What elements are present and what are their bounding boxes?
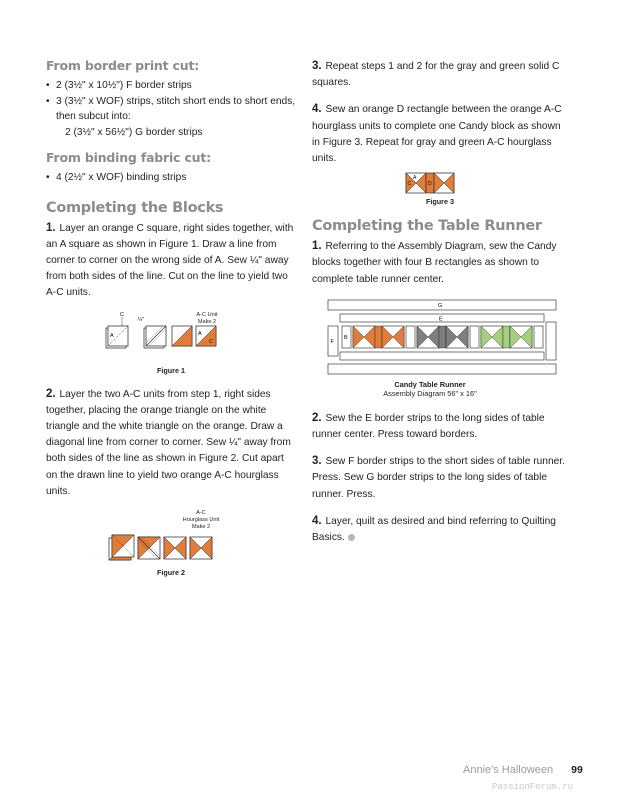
step-text: Sew an orange D rectangle between the orange A-C hourglass units to complete one Candy block as shown in Figure 3. Repeat for gray and green A-C hourglass units.: [312, 104, 562, 165]
svg-text:A: A: [413, 175, 417, 182]
step-text: Layer an orange C square, right sides together, with an A square as shown in Figure 1. Draw a line from corner to corner on the wrong side of A. Sew ¼" away from both sides of the line. Cut on the line to yield two A-C units.: [46, 222, 294, 299]
ac-unit-2: [196, 326, 216, 346]
fig1-unit-label: A-C Unit Make 2: [196, 311, 218, 325]
blocks-heading: Completing the Blocks: [46, 199, 224, 216]
svg-text:A: A: [198, 330, 202, 337]
list-item: • 3 (3½" x WOF) strips, stitch short ends to short ends, then subcut into:: [46, 94, 296, 125]
assembly-diagram-drawing: [326, 298, 558, 380]
figure-1-caption: Figure 1: [157, 365, 185, 375]
figure-1-drawing: [46, 312, 296, 364]
figure-2-drawing: [46, 510, 296, 566]
end-mark-icon: [348, 534, 355, 541]
rect-b-3: [470, 326, 479, 348]
ac-unit-1: [172, 326, 192, 346]
hourglass-left: [406, 173, 426, 193]
border-g-bottom: [328, 364, 556, 374]
step-text: Repeat steps 1 and 2 for the gray and green solid C squares.: [312, 61, 560, 89]
watermark: PassionForum.ru: [492, 782, 574, 792]
step-number: 4.: [312, 103, 322, 116]
svg-text:E: E: [439, 316, 443, 323]
border-print-list: [46, 78, 296, 125]
step-number: 2.: [46, 387, 56, 400]
step-number: 3.: [312, 455, 322, 468]
figure-2-caption: Figure 2: [157, 567, 185, 577]
runner-step-3: [312, 453, 568, 503]
sewn-ac-unit: [138, 537, 160, 559]
fig1-label-c: C: [120, 311, 124, 318]
fig1-label-a: A: [110, 332, 114, 339]
rectangle-d: [426, 173, 434, 193]
svg-text:G: G: [438, 302, 443, 309]
border-f-right: [546, 322, 556, 360]
border-e-bottom: [340, 352, 544, 360]
fig1-label-quarter: ¼": [138, 316, 144, 323]
book-title: Annie's Halloween: [463, 764, 554, 776]
border-print-heading: From border print cut:: [46, 58, 200, 73]
rect-b-4: [534, 326, 543, 348]
runner-step-1: [312, 238, 568, 288]
svg-text:F: F: [330, 338, 334, 345]
step-text: Sew the E border strips to the long sides of table runner center. Press toward borders.: [312, 412, 545, 441]
right-column: [312, 58, 568, 556]
figure-3-candy-block: [312, 171, 568, 195]
step-number: 2.: [312, 411, 322, 424]
page-footer: [463, 764, 603, 776]
step-number: 1.: [312, 240, 322, 253]
fig2-unit-label: A-C Hourglass Unit Make 2: [182, 509, 220, 530]
step-3: [312, 58, 568, 91]
binding-heading: From binding fabric cut:: [46, 150, 211, 165]
step-number: 1.: [46, 221, 56, 234]
candy-block-orange: [353, 326, 404, 348]
diagram-title: Candy Table Runner: [394, 379, 466, 389]
step-number: 3.: [312, 60, 322, 72]
list-item: • 2 (3½" x 10½") F border strips: [46, 78, 296, 94]
left-column: [46, 58, 296, 588]
runner-heading: Completing the Table Runner: [312, 218, 542, 235]
candy-block-green: [481, 326, 532, 348]
list-subitem: 2 (3½" x 56½") G border strips: [65, 126, 203, 138]
svg-text:B: B: [344, 334, 348, 341]
assembly-caption: [302, 380, 558, 398]
diagram-subtitle: Assembly Diagram 56" x 16": [383, 388, 477, 398]
binding-list: [46, 170, 296, 186]
rect-b-2: [406, 326, 415, 348]
figure-3: [312, 171, 568, 195]
svg-text:C: C: [407, 181, 412, 188]
step-text: Referring to the Assembly Diagram, sew the Candy blocks together with four B rectangles as shown to complete table runner center.: [312, 241, 557, 285]
step-number: 4.: [312, 514, 322, 527]
hourglass-right: [434, 173, 454, 193]
step-1: [46, 220, 296, 302]
assembly-diagram: [326, 298, 582, 380]
svg-text:D: D: [428, 181, 432, 188]
step-4: [312, 101, 568, 167]
figure-1: [46, 312, 296, 364]
runner-step-4: [312, 513, 568, 546]
runner-step-2: [312, 410, 568, 443]
stacked-ac-unit: [109, 535, 134, 560]
figure-2: [46, 510, 296, 566]
svg-text:C: C: [209, 338, 213, 345]
step-text: Layer the two A-C units from step 1, right sides together, placing the orange triangle on the white triangle and the white triangle on the orange. Draw a diagonal line from corner to corner. Sew ¼" away from both sides of the line as shown in Figure 2. Cut apart on the drawn line to yield two orange A-C hourglass units.: [46, 388, 291, 497]
step-2: [46, 386, 296, 500]
candy-block-gray: [417, 326, 468, 348]
list-item: • 4 (2½" x WOF) binding strips: [46, 170, 296, 186]
hourglass-unit-1: [164, 537, 186, 559]
page-number: 99: [571, 764, 583, 776]
figure-3-caption: Figure 3: [426, 197, 454, 207]
hourglass-unit-2: [190, 537, 212, 559]
step-text: Sew F border strips to the short sides of table runner. Press. Sew G border strips to the long sides of table runner. Press.: [312, 456, 565, 500]
step-text: Layer, quilt as desired and bind referring to Quilting Basics.: [312, 515, 556, 544]
